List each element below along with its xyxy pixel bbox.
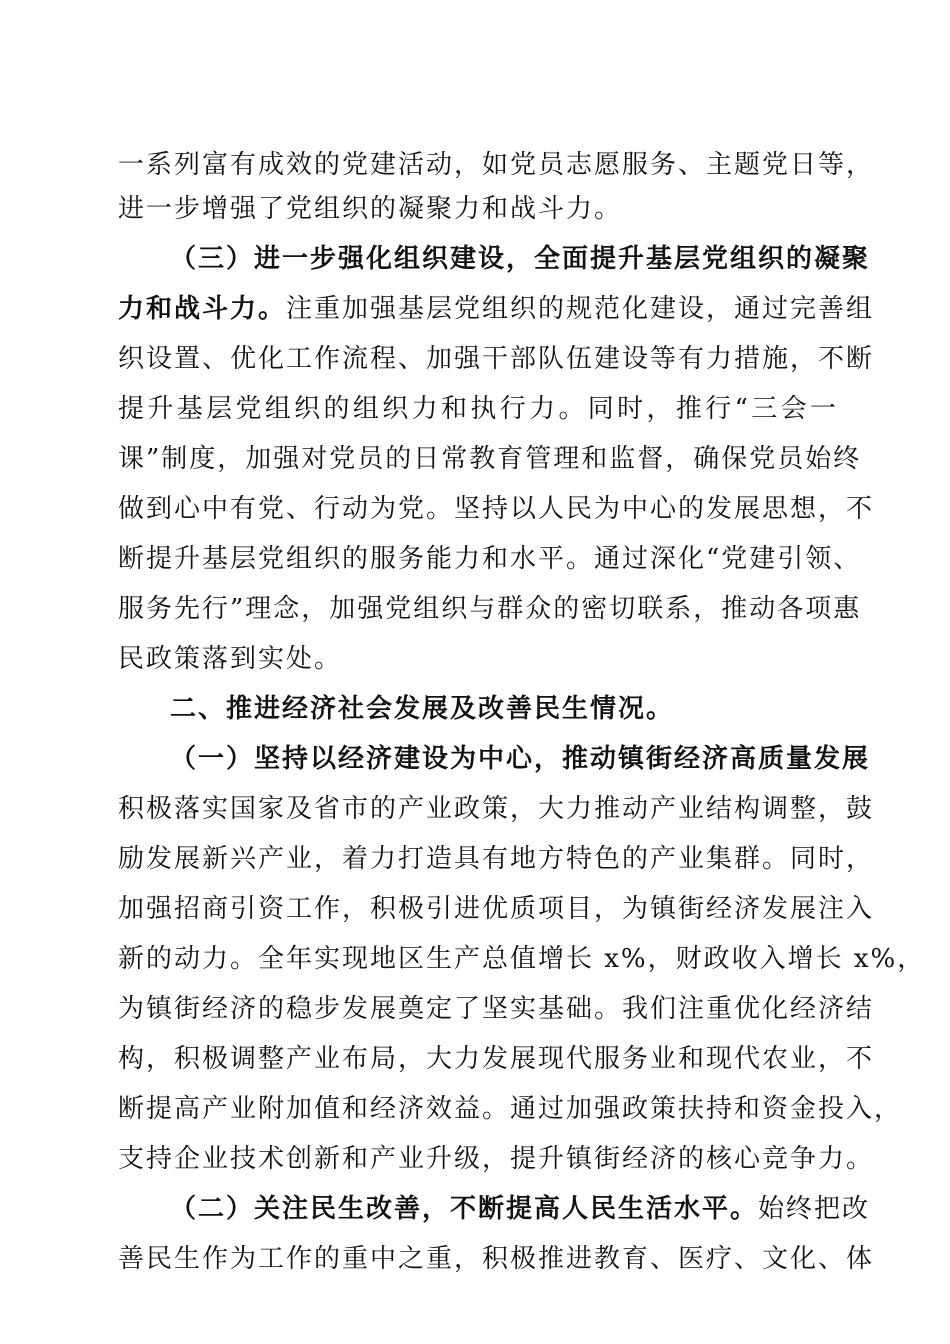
text-line: 一系列富有成效的党建活动，如党员志愿服务、主题党日等，: [118, 150, 875, 180]
text-line: 断提升基层党组织的服务能力和水平。通过深化“党建引领、: [118, 544, 862, 574]
section-heading: （一）坚持以经济建设为中心，推动镇街经济高质量发展: [170, 744, 871, 774]
text-run: 始终把改: [758, 1194, 871, 1224]
text-line: 新的动力。全年实现地区生产总值增长 x%，财政收入增长 x%，: [118, 944, 926, 974]
text-line: [170, 1187, 871, 1231]
section-heading-continued: 力和战斗力。: [118, 294, 287, 324]
text-line: 励发展新兴产业，着力打造具有地方特色的产业集群。同时，: [118, 844, 875, 874]
text-run: 注重加强基层党组织的规范化建设，通过完善组: [286, 294, 875, 324]
text-line: 积极落实国家及省市的产业政策，大力推动产业结构调整，鼓: [118, 794, 875, 824]
text-line: 做到心中有党、行动为党。坚持以人民为中心的发展思想，不: [118, 494, 875, 524]
text-line: 服务先行”理念，加强党组织与群众的密切联系，推动各项惠: [118, 594, 862, 624]
text-line: 加强招商引资工作，积极引进优质项目，为镇街经济发展注入: [118, 894, 875, 924]
text-line: 提升基层党组织的组织力和执行力。同时，推行“三会一: [118, 394, 838, 424]
text-line: 善民生作为工作的重中之重，积极推进教育、医疗、文化、体: [118, 1244, 875, 1274]
text-line: 支持企业技术创新和产业升级，提升镇街经济的核心竞争力。: [118, 1144, 875, 1174]
text-line: 为镇街经济的稳步发展奠定了坚实基础。我们注重优化经济结: [118, 994, 875, 1024]
text-line: 课”制度，加强对党员的日常教育管理和监督，确保党员始终: [118, 444, 862, 474]
section-heading: （三）进一步强化组织建设，全面提升基层党组织的凝聚: [170, 244, 871, 274]
text-line: 构，积极调整产业布局，大力发展现代服务业和现代农业，不: [118, 1044, 875, 1074]
text-line: 断提高产业附加值和经济效益。通过加强政策扶持和资金投入，: [118, 1094, 903, 1124]
section-heading: （二）关注民生改善，不断提高人民生活水平。: [170, 1194, 759, 1224]
text-line: [118, 287, 875, 331]
text-line: 民政策落到实处。: [118, 644, 343, 674]
text-line: 进一步增强了党组织的凝聚力和战斗力。: [118, 194, 623, 224]
chapter-heading: 二、推进经济社会发展及改善民生情况。: [170, 694, 675, 724]
text-line: 织设置、优化工作流程、加强干部队伍建设等有力措施，不断: [118, 344, 875, 374]
